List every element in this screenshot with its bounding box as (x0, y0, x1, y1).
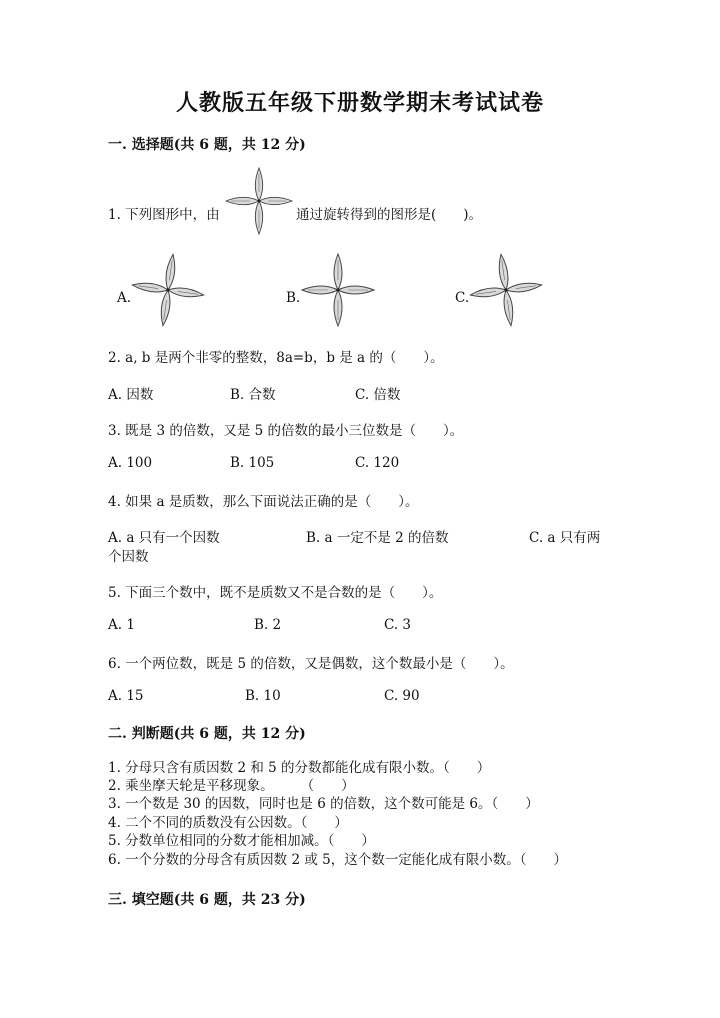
four-petal-flower-icon (226, 168, 292, 234)
judge-item-3: 3. 一个数是 30 的因数，同时也是 6 的倍数，这个数可能是 6。（ ） (108, 796, 539, 812)
question-2-stem: 2. a, b 是两个非零的整数，8a=b，b 是 a 的（ ）。 (108, 350, 444, 366)
question-1-suffix: 通过旋转得到的图形是( )。 (296, 207, 483, 223)
question-1-prefix: 1. 下列图形中，由 (108, 207, 220, 223)
question-6-option-a[interactable]: A. 15 (108, 688, 144, 704)
question-5-option-a[interactable]: A. 1 (108, 617, 135, 633)
question-1-option-b[interactable]: B. (286, 290, 301, 306)
question-4-option-c-continued: 个因数 (108, 549, 149, 565)
judge-item-1: 1. 分母只含有质因数 2 和 5 的分数都能化成有限小数。（ ） (108, 760, 491, 776)
judge-item-4: 4. 二个不同的质数没有公因数。（ ） (108, 815, 348, 831)
question-4-option-c[interactable]: C. a 只有两 (529, 530, 601, 546)
question-2-option-c[interactable]: C. 倍数 (355, 387, 401, 403)
section-heading-fill: 三. 填空题(共 6 题，共 23 分) (108, 892, 306, 908)
question-3-option-a[interactable]: A. 100 (108, 455, 153, 471)
question-4-stem: 4. 如果 a 是质数，那么下面说法正确的是（ ）。 (108, 494, 419, 510)
section-heading-judge: 二. 判断题(共 6 题，共 12 分) (108, 726, 306, 742)
question-5-option-b[interactable]: B. 2 (254, 617, 282, 633)
question-3-option-b[interactable]: B. 105 (230, 455, 275, 471)
question-1-option-a[interactable]: A. (117, 290, 132, 306)
four-petal-flower-icon (470, 254, 542, 326)
question-5-option-c[interactable]: C. 3 (384, 617, 412, 633)
question-6-option-c[interactable]: C. 90 (384, 688, 420, 704)
judge-item-5: 5. 分数单位相同的分数才能相加减。（ ） (108, 833, 375, 849)
question-6-option-b[interactable]: B. 10 (245, 688, 281, 704)
four-petal-flower-icon (302, 254, 374, 326)
section-heading-choice: 一. 选择题(共 6 题，共 12 分) (108, 137, 306, 153)
question-2-option-a[interactable]: A. 因数 (108, 387, 154, 403)
question-1-option-c[interactable]: C. (455, 290, 470, 306)
page-title: 人教版五年级下册数学期末考试试卷 (175, 90, 544, 116)
four-petal-flower-icon (132, 254, 204, 326)
question-5-stem: 5. 下面三个数中，既不是质数又不是合数的是（ ）。 (108, 585, 443, 601)
judge-item-2: 2. 乘坐摩天轮是平移现象。 （ ） (108, 778, 355, 794)
question-2-option-b[interactable]: B. 合数 (230, 387, 276, 403)
question-3-stem: 3. 既是 3 的倍数，又是 5 的倍数的最小三位数是（ ）。 (108, 423, 464, 439)
judge-item-6: 6. 一个分数的分母含有质因数 2 或 5，这个数一定能化成有限小数。（ ） (108, 852, 567, 868)
question-4-option-a[interactable]: A. a 只有一个因数 (108, 530, 220, 546)
question-4-option-b[interactable]: B. a 一定不是 2 的倍数 (306, 530, 449, 546)
question-6-stem: 6. 一个两位数，既是 5 的倍数，又是偶数，这个数最小是（ ）。 (108, 656, 514, 672)
question-3-option-c[interactable]: C. 120 (355, 455, 400, 471)
